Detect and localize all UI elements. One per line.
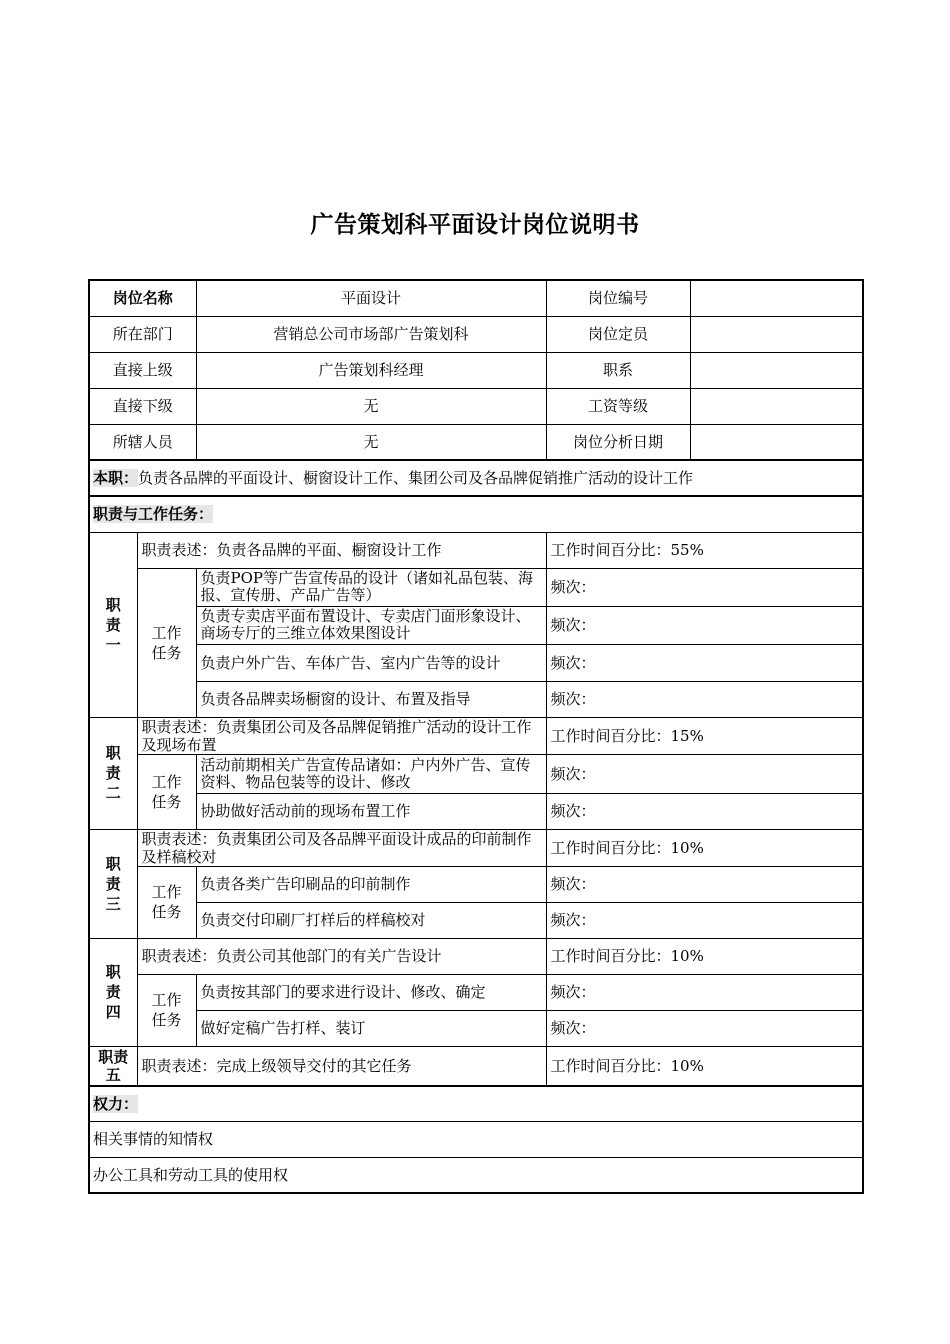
basic-row-5 — [89, 424, 863, 460]
duty-2-task-1: 活动前期相关广告宣传品诸如：户内外广告、宣传资料、物品包装等的设计、修改 — [196, 754, 546, 793]
label-analysis-date: 岗位分析日期 — [546, 424, 690, 460]
label-supervisor: 直接上级 — [89, 352, 196, 388]
duty-1-task-3-row — [89, 644, 863, 681]
label-department: 所在部门 — [89, 316, 196, 352]
duty-4-desc-row — [89, 938, 863, 974]
duty-1-task-2-row — [89, 606, 863, 644]
value-position-code — [690, 280, 863, 316]
duty-1-task-2-freq: 频次： — [546, 606, 863, 644]
value-salary-grade — [690, 388, 863, 424]
benzhi-row — [89, 460, 863, 496]
duty-3-task-label: 工作 任务 — [137, 866, 196, 938]
basic-row-4 — [89, 388, 863, 424]
duty-1-task-2: 负责专卖店平面布置设计、专卖店门面形象设计、商场专厅的三维立体效果图设计 — [196, 606, 546, 644]
right-1: 相关事情的知情权 — [89, 1121, 863, 1157]
duty-5-row — [89, 1046, 863, 1086]
benzhi-text: 负责各品牌的平面设计、橱窗设计工作、集团公司及各品牌促销推广活动的设计工作 — [138, 469, 694, 487]
duty-5-desc: 职责表述：完成上级领导交付的其它任务 — [137, 1046, 546, 1086]
value-position-name: 平面设计 — [196, 280, 546, 316]
duty-4-task-2: 做好定稿广告打样、装订 — [196, 1010, 546, 1046]
duty-1-task-3-freq: 频次： — [546, 644, 863, 681]
duty-4-task-2-freq: 频次： — [546, 1010, 863, 1046]
duty-1-name: 职 责 一 — [89, 532, 137, 717]
duty-1-task-4-freq: 频次： — [546, 681, 863, 717]
duties-header-row — [89, 496, 863, 532]
duty-5-name: 职责 五 — [89, 1046, 137, 1086]
duty-2-task-2: 协助做好活动前的现场布置工作 — [196, 793, 546, 829]
duty-3-desc-row — [89, 829, 863, 866]
basic-row-1 — [89, 280, 863, 316]
duty-3-pct: 工作时间百分比：10% — [546, 829, 863, 866]
duty-2-pct: 工作时间百分比：15% — [546, 717, 863, 754]
duty-4-name: 职 责 四 — [89, 938, 137, 1046]
duty-4-task-1-row — [89, 974, 863, 1010]
job-description-table — [88, 279, 864, 1194]
rights-row-2 — [89, 1157, 863, 1193]
duty-2-desc-row — [89, 717, 863, 754]
label-job-family: 职系 — [546, 352, 690, 388]
label-subordinates: 直接下级 — [89, 388, 196, 424]
duty-3-task-1-freq: 频次： — [546, 866, 863, 902]
duty-3-task-1-row — [89, 866, 863, 902]
duty-4-desc: 职责表述：负责公司其他部门的有关广告设计 — [137, 938, 546, 974]
duty-2-task-1-row — [89, 754, 863, 793]
label-staff: 所辖人员 — [89, 424, 196, 460]
duty-2-name: 职 责 二 — [89, 717, 137, 829]
value-headcount — [690, 316, 863, 352]
duty-3-task-1: 负责各类广告印刷品的印前制作 — [196, 866, 546, 902]
duty-1-task-4: 负责各品牌卖场橱窗的设计、布置及指导 — [196, 681, 546, 717]
duty-1-task-3: 负责户外广告、车体广告、室内广告等的设计 — [196, 644, 546, 681]
rights-row-1 — [89, 1121, 863, 1157]
label-position-name: 岗位名称 — [89, 280, 196, 316]
duty-2-task-2-freq: 频次： — [546, 793, 863, 829]
duty-5-pct: 工作时间百分比：10% — [546, 1046, 863, 1086]
rights-header: 权力： — [93, 1094, 139, 1113]
duties-header: 职责与工作任务： — [93, 505, 214, 524]
basic-row-3 — [89, 352, 863, 388]
duty-4-task-2-row — [89, 1010, 863, 1046]
duty-3-task-2-row — [89, 902, 863, 938]
duty-1-task-1-freq: 频次： — [546, 568, 863, 606]
right-2: 办公工具和劳动工具的使用权 — [89, 1157, 863, 1193]
value-staff: 无 — [196, 424, 546, 460]
duty-1-task-label: 工作 任务 — [137, 568, 196, 717]
duty-3-desc: 职责表述：负责集团公司及各品牌平面设计成品的印前制作及样稿校对 — [137, 829, 546, 866]
duty-2-task-2-row — [89, 793, 863, 829]
label-salary-grade: 工资等级 — [546, 388, 690, 424]
value-subordinates: 无 — [196, 388, 546, 424]
duty-2-desc: 职责表述：负责集团公司及各品牌促销推广活动的设计工作及现场布置 — [137, 717, 546, 754]
label-position-code: 岗位编号 — [546, 280, 690, 316]
value-job-family — [690, 352, 863, 388]
label-headcount: 岗位定员 — [546, 316, 690, 352]
duty-4-pct: 工作时间百分比：10% — [546, 938, 863, 974]
duty-1-desc-row — [89, 532, 863, 568]
duty-4-task-1: 负责按其部门的要求进行设计、修改、确定 — [196, 974, 546, 1010]
benzhi-label: 本职： — [93, 469, 139, 487]
duty-2-task-label: 工作 任务 — [137, 754, 196, 829]
basic-row-2 — [89, 316, 863, 352]
duty-1-task-4-row — [89, 681, 863, 717]
duty-2-task-1-freq: 频次： — [546, 754, 863, 793]
duty-1-desc: 职责表述：负责各品牌的平面、橱窗设计工作 — [137, 532, 546, 568]
duty-3-name: 职 责 三 — [89, 829, 137, 938]
duty-1-pct: 工作时间百分比：55% — [546, 532, 863, 568]
value-supervisor: 广告策划科经理 — [196, 352, 546, 388]
duty-1-task-1: 负责POP等广告宣传品的设计（诸如礼品包装、海报、宣传册、产品广告等） — [196, 568, 546, 606]
duty-3-task-2: 负责交付印刷厂打样后的样稿校对 — [196, 902, 546, 938]
duty-4-task-1-freq: 频次： — [546, 974, 863, 1010]
value-department: 营销总公司市场部广告策划科 — [196, 316, 546, 352]
duty-3-task-2-freq: 频次： — [546, 902, 863, 938]
duty-4-task-label: 工作 任务 — [137, 974, 196, 1046]
duty-1-task-1-row — [89, 568, 863, 606]
rights-header-row — [89, 1086, 863, 1121]
value-analysis-date — [690, 424, 863, 460]
page-title: 广告策划科平面设计岗位说明书 — [310, 212, 640, 238]
